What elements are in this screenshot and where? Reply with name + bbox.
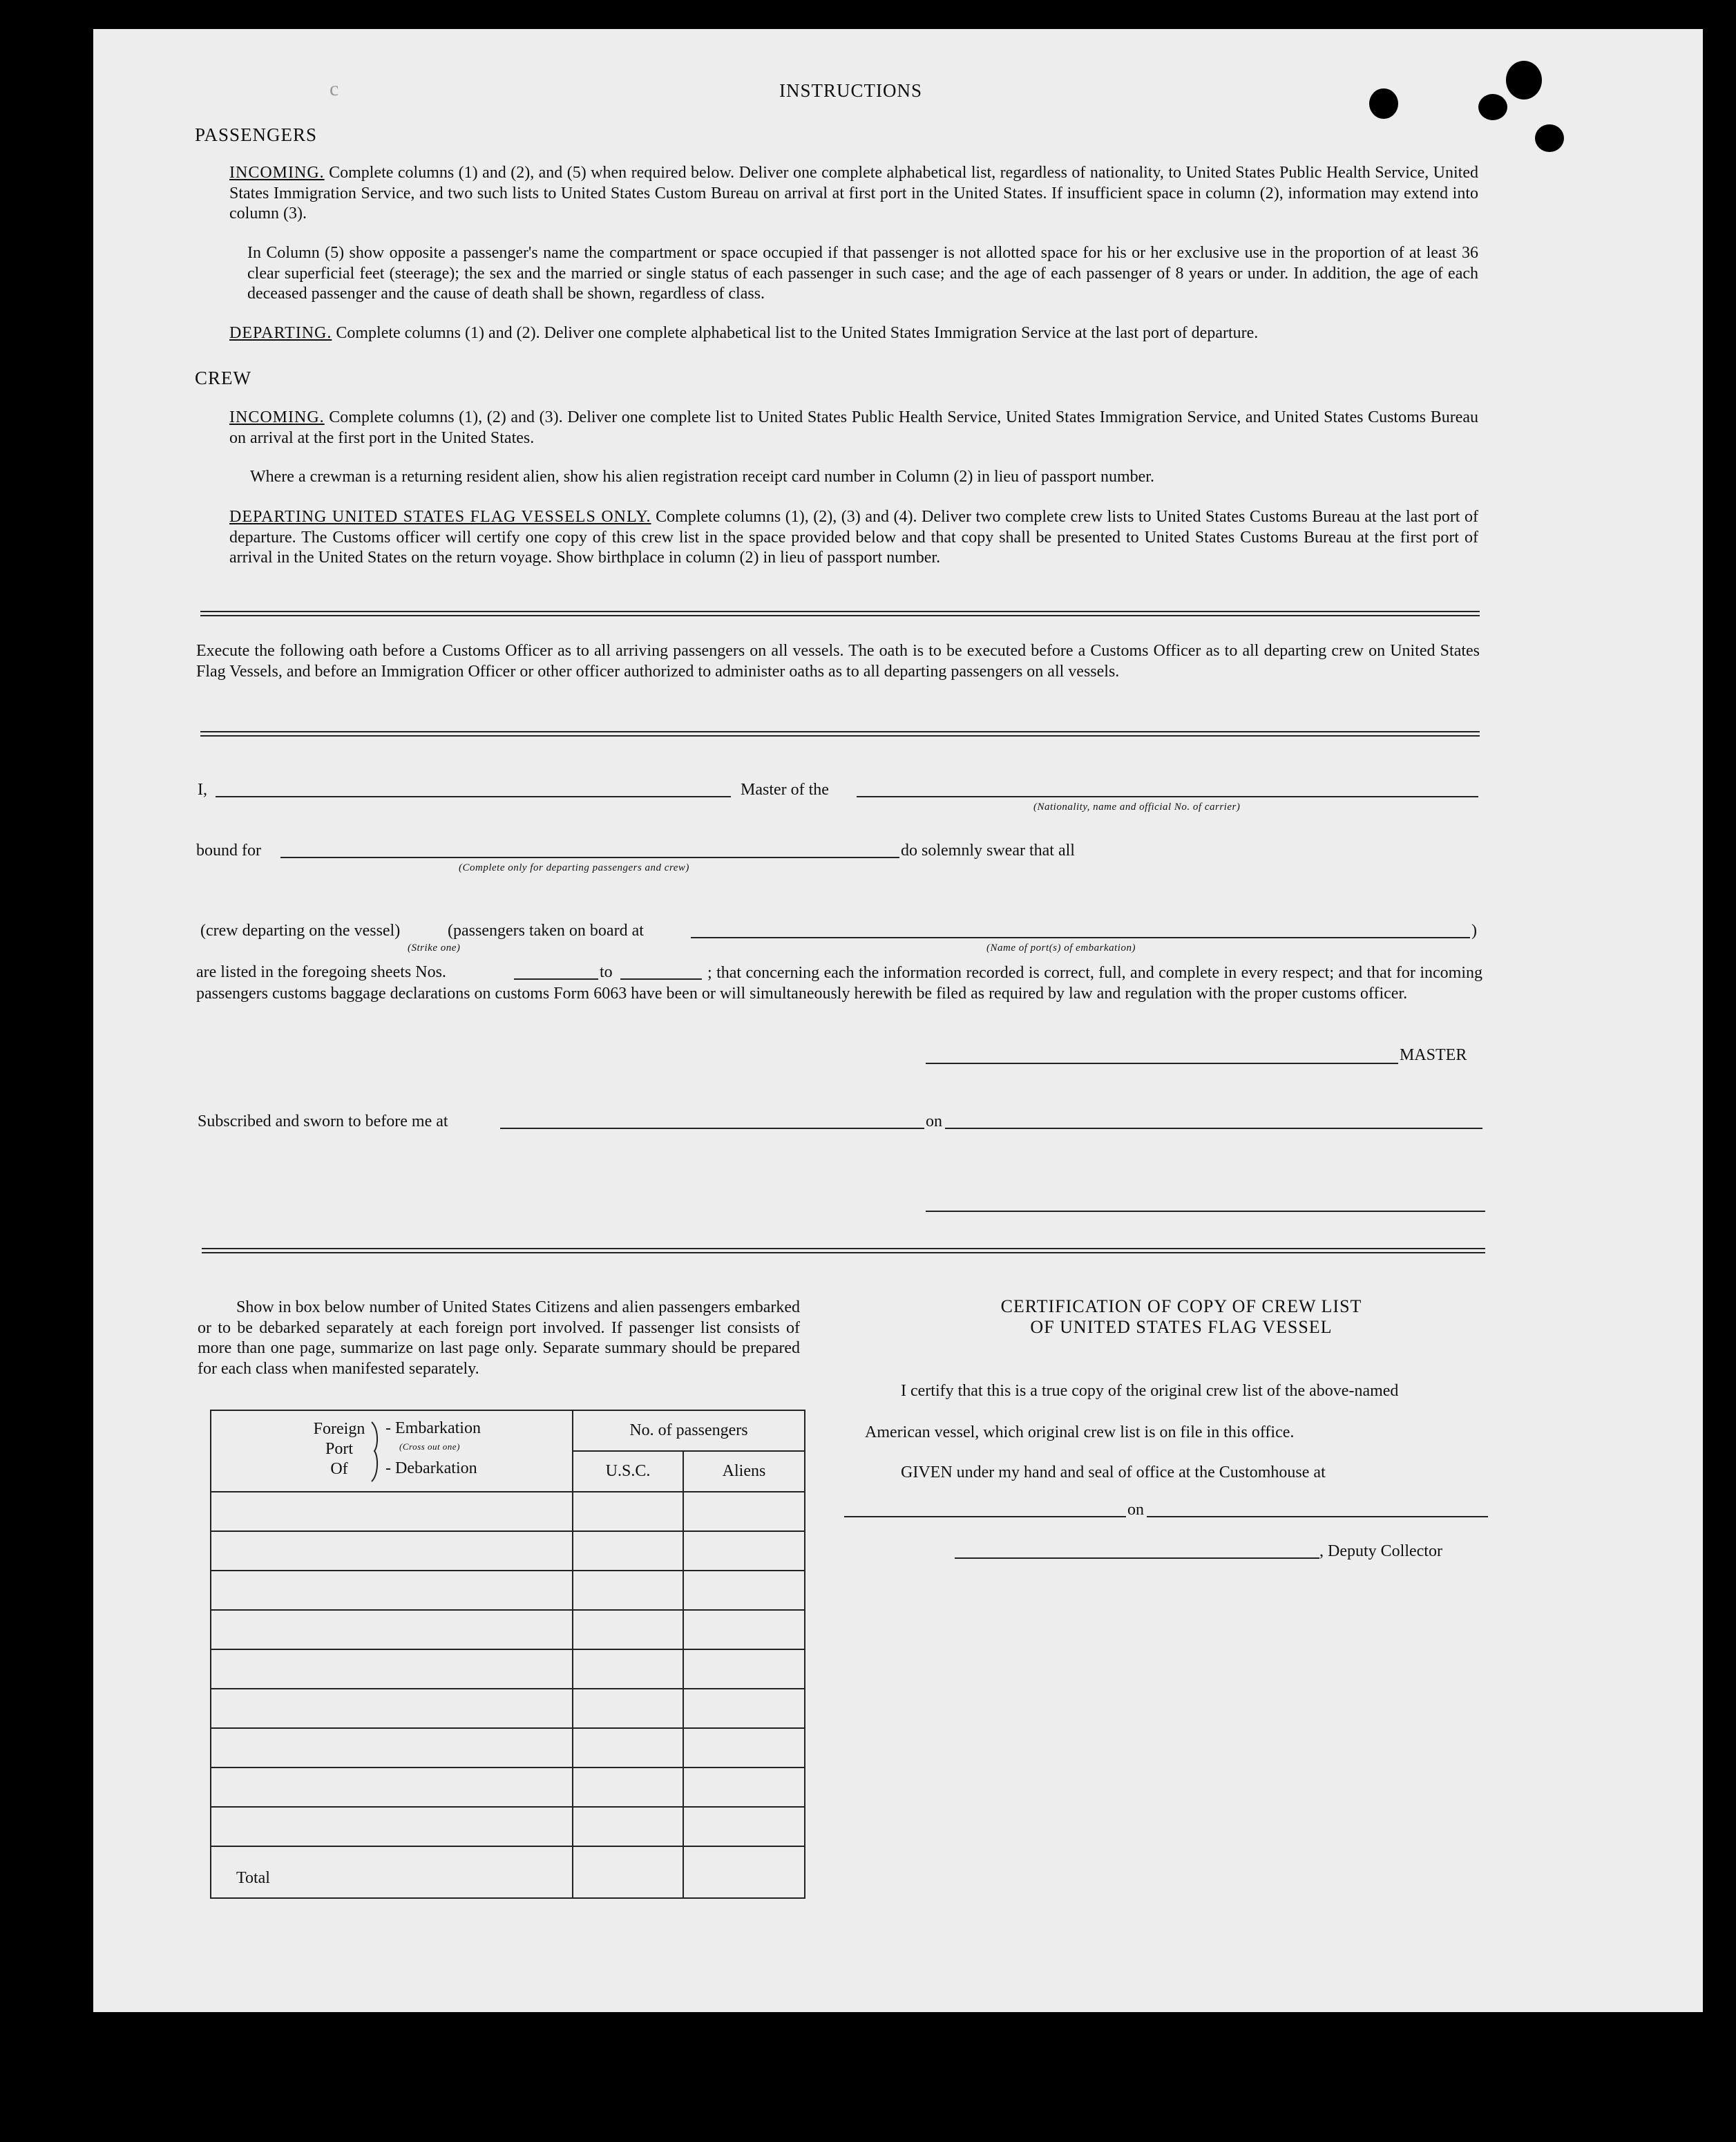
certify-line2: American vessel, which original crew list is on file in this office. bbox=[865, 1423, 1295, 1441]
aliens-cell[interactable] bbox=[683, 1728, 805, 1767]
passengers-taken-option: (passengers taken on board at bbox=[448, 922, 644, 940]
usc-cell[interactable] bbox=[573, 1807, 683, 1846]
embarkation-label: - Embarkation bbox=[385, 1419, 481, 1437]
table-row bbox=[211, 1531, 805, 1571]
passengers-incoming-text: Complete columns (1) and (2), and (5) when required below. Deliver one complete alphabetical list, regardless of nationality, to United States Public Health Service, United States Immigration Service, and two such lists to United States Custom Bureau on arrival at first port in the United States. If insufficient space in column (2), information may extend into column (3). bbox=[229, 164, 1478, 222]
of-label: Of bbox=[330, 1460, 348, 1478]
port-cell[interactable] bbox=[211, 1610, 573, 1649]
double-rule-1 bbox=[200, 611, 1480, 616]
master-label: MASTER bbox=[1400, 1046, 1467, 1064]
table-row bbox=[211, 1689, 805, 1728]
listed-in-label: are listed in the foregoing sheets Nos. bbox=[196, 963, 446, 981]
table-row bbox=[211, 1807, 805, 1846]
aliens-cell[interactable] bbox=[683, 1807, 805, 1846]
customhouse-field[interactable] bbox=[844, 1516, 1126, 1517]
bound-for-caption: (Complete only for departing passengers and crew) bbox=[459, 862, 689, 873]
passengers-incoming-note: In Column (5) show opposite a passenger's name the compartment or space occupied if that passenger is not allotted space for his or her exclusive use in the proportion of at least 36 clear superficial feet (steerage); the sex and the married or single status of each passenger in such case; and the age of each passenger of 8 years or under. In addition, the age of each deceased passenger and the cause of death shall be shown, regardless of class. bbox=[247, 244, 1478, 303]
oath-statement-text: ; that concerning each the information recorded is correct, full, and complete in every respect; and that for incoming passengers customs baggage declarations on customs Form 6063 have been or will simultaneously herewith be filed as required by law and regulation with the proper customs officer. bbox=[196, 964, 1482, 1003]
punch-hole-1 bbox=[1369, 88, 1398, 119]
certification-title-line2: OF UNITED STATES FLAG VESSEL bbox=[1030, 1317, 1333, 1337]
crew-incoming-text: Complete columns (1), (2) and (3). Deliver one complete list to United States Public Health Service, United States Immigration Service, and United States Customs Bureau on arrival at the first port in the United States. bbox=[229, 408, 1479, 447]
port-cell[interactable] bbox=[211, 1531, 573, 1571]
aliens-cell[interactable] bbox=[683, 1610, 805, 1649]
usc-cell[interactable] bbox=[573, 1767, 683, 1807]
crew-heading: CREW bbox=[195, 368, 251, 388]
certification-title-line1: CERTIFICATION OF COPY OF CREW LIST bbox=[1000, 1296, 1362, 1316]
table-row bbox=[211, 1571, 805, 1610]
port-cell[interactable] bbox=[211, 1492, 573, 1531]
aliens-cell[interactable] bbox=[683, 1492, 805, 1531]
usc-cell[interactable] bbox=[573, 1492, 683, 1531]
usc-total-cell[interactable] bbox=[573, 1846, 683, 1898]
passengers-departing bbox=[229, 323, 1478, 344]
double-rule-2 bbox=[200, 731, 1480, 737]
usc-cell[interactable] bbox=[573, 1728, 683, 1767]
port-cell[interactable] bbox=[211, 1571, 573, 1610]
table-row bbox=[211, 1492, 805, 1531]
close-paren: ) bbox=[1471, 922, 1477, 940]
certification-date-field[interactable] bbox=[1147, 1516, 1488, 1517]
usc-cell[interactable] bbox=[573, 1689, 683, 1728]
port-label: Port bbox=[325, 1440, 353, 1458]
usc-header: U.S.C. bbox=[573, 1451, 683, 1492]
crew-incoming-lead: INCOMING. bbox=[229, 408, 325, 426]
port-cell[interactable] bbox=[211, 1767, 573, 1807]
page-title: INSTRUCTIONS bbox=[779, 80, 923, 101]
table-row bbox=[211, 1610, 805, 1649]
officer-signature-field[interactable] bbox=[926, 1211, 1485, 1212]
bound-for-label: bound for bbox=[196, 842, 261, 860]
to-label: to bbox=[600, 963, 613, 981]
passenger-summary-table bbox=[210, 1410, 805, 1899]
table-row bbox=[211, 1767, 805, 1807]
aliens-cell[interactable] bbox=[683, 1571, 805, 1610]
aliens-cell[interactable] bbox=[683, 1531, 805, 1571]
port-cell[interactable] bbox=[211, 1649, 573, 1689]
foreign-label: Foreign bbox=[313, 1420, 365, 1438]
corner-mark: c bbox=[330, 77, 339, 100]
master-signature-field[interactable] bbox=[926, 1063, 1398, 1064]
double-rule-3 bbox=[202, 1248, 1485, 1253]
usc-cell[interactable] bbox=[573, 1531, 683, 1571]
crew-departing-text: Complete columns (1), (2), (3) and (4). Deliver two complete crew lists to United States Customs Bureau at the last port of departure. The Customs officer will certify one copy of this crew list in the space provided below and that copy shall be presented to United States Customs Bureau at the first port of arrival in the United States on the return voyage. Show birthplace in column (2) in lieu of passport number. bbox=[229, 508, 1479, 567]
aliens-header: Aliens bbox=[683, 1451, 805, 1492]
total-label: Total bbox=[211, 1846, 573, 1898]
brace-icon bbox=[369, 1421, 383, 1483]
master-of-the-label: Master of the bbox=[741, 781, 829, 799]
sworn-date-field[interactable] bbox=[945, 1128, 1482, 1129]
crew-departing-option: (crew departing on the vessel) bbox=[200, 922, 401, 940]
embarkation-ports-field[interactable] bbox=[691, 937, 1470, 938]
table-row bbox=[211, 1728, 805, 1767]
punch-hole-3 bbox=[1506, 61, 1542, 99]
deputy-collector-label: , Deputy Collector bbox=[1319, 1542, 1442, 1560]
oath-i-label: I, bbox=[198, 781, 207, 799]
swear-label: do solemnly swear that all bbox=[901, 842, 1075, 860]
passengers-departing-text: Complete columns (1) and (2). Deliver one complete alphabetical list to the United States Immigration Service at the last port of departure. bbox=[336, 324, 1259, 342]
port-cell[interactable] bbox=[211, 1807, 573, 1846]
certify-line1: I certify that this is a true copy of the original crew list of the above-named bbox=[901, 1382, 1399, 1400]
no-of-passengers-header: No. of passengers bbox=[573, 1410, 805, 1451]
bound-for-field[interactable] bbox=[280, 857, 899, 858]
punch-hole-4 bbox=[1535, 124, 1564, 152]
ports-caption: (Name of port(s) of embarkation) bbox=[986, 942, 1136, 954]
vessel-field[interactable] bbox=[857, 796, 1478, 797]
strike-one-caption: (Strike one) bbox=[408, 942, 461, 954]
aliens-cell[interactable] bbox=[683, 1649, 805, 1689]
aliens-cell[interactable] bbox=[683, 1689, 805, 1728]
total-row bbox=[211, 1846, 805, 1898]
usc-cell[interactable] bbox=[573, 1649, 683, 1689]
usc-cell[interactable] bbox=[573, 1610, 683, 1649]
master-name-field[interactable] bbox=[216, 796, 731, 797]
aliens-cell[interactable] bbox=[683, 1767, 805, 1807]
crew-incoming-note: Where a crewman is a returning resident alien, show his alien registration receipt card number in Column (2) in lieu of passport number. bbox=[250, 468, 1154, 486]
passengers-heading: PASSENGERS bbox=[195, 124, 318, 145]
sworn-on-label: on bbox=[926, 1112, 942, 1130]
punch-hole-2 bbox=[1478, 94, 1507, 120]
crew-departing-lead: DEPARTING UNITED STATES FLAG VESSELS ONLY. bbox=[229, 508, 651, 526]
usc-cell[interactable] bbox=[573, 1571, 683, 1610]
summary-intro: Show in box below number of United States Citizens and alien passengers embarked or to be debarked separately at each foreign port involved. If passenger list consists of more than one page, summarize on last page only. Separate summary should be prepared for each class when manifested separately. bbox=[198, 1298, 800, 1378]
table-row bbox=[211, 1649, 805, 1689]
passengers-departing-lead: DEPARTING. bbox=[229, 324, 332, 342]
given-line: GIVEN under my hand and seal of office at the Customhouse at bbox=[901, 1463, 1326, 1481]
port-cell[interactable] bbox=[211, 1689, 573, 1728]
passengers-incoming bbox=[229, 163, 1478, 225]
aliens-total-cell[interactable] bbox=[683, 1846, 805, 1898]
certification-on-label: on bbox=[1127, 1501, 1144, 1519]
sworn-place-field[interactable] bbox=[500, 1128, 924, 1129]
foreign-port-header bbox=[211, 1410, 573, 1492]
debarkation-label: - Debarkation bbox=[385, 1459, 477, 1477]
nationality-caption: (Nationality, name and official No. of carrier) bbox=[1033, 802, 1241, 813]
port-cell[interactable] bbox=[211, 1728, 573, 1767]
cross-out-caption: (Cross out one) bbox=[399, 1441, 460, 1452]
certification-title bbox=[898, 1296, 1465, 1338]
oath-instructions: Execute the following oath before a Customs Officer as to all arriving passengers on all vessels. The oath is to be executed before a Customs Officer as to all departing crew on United States Flag Vessels, and before an Immigration Officer or other officer authorized to administer oaths as to all departing passengers on all vessels. bbox=[196, 642, 1480, 681]
crew-incoming bbox=[229, 408, 1478, 448]
crew-departing bbox=[229, 507, 1478, 569]
subscribed-label: Subscribed and sworn to before me at bbox=[198, 1112, 448, 1130]
passengers-incoming-lead: INCOMING. bbox=[229, 164, 325, 182]
deputy-signature-field[interactable] bbox=[955, 1557, 1319, 1559]
oath-statement bbox=[196, 963, 1482, 1004]
